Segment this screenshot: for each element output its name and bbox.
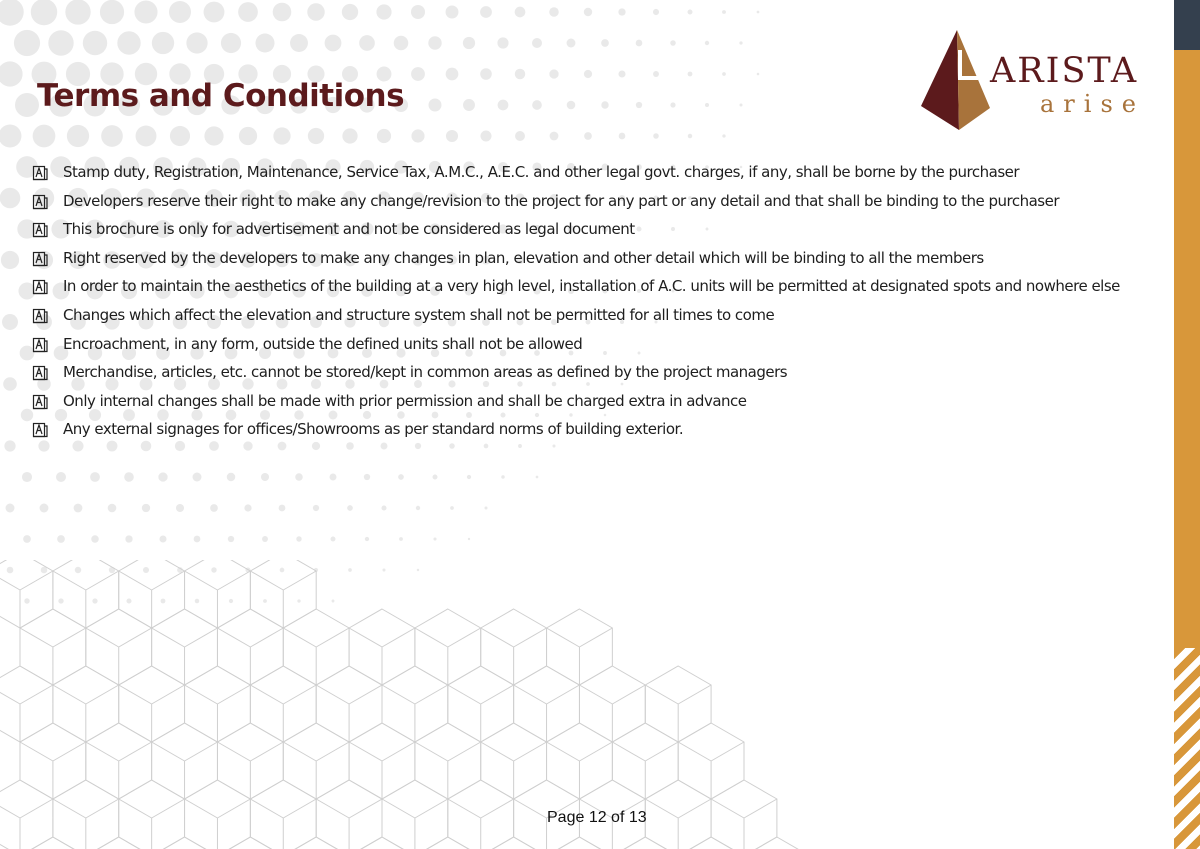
building-icon — [32, 337, 48, 353]
terms-list-item — [32, 301, 1120, 330]
term-text: Only internal changes shall be made with prior permission and shall be charged extra in advance — [63, 391, 747, 410]
background-cube-pattern — [0, 560, 960, 849]
term-text: Any external signages for offices/Showrooms as per standard norms of building exterior. — [63, 420, 684, 439]
building-icon — [32, 365, 48, 381]
page-number: Page 12 of 13 — [547, 809, 647, 826]
building-icon — [32, 394, 48, 410]
building-icon — [32, 279, 48, 295]
building-icon — [32, 251, 48, 267]
building-icon — [32, 194, 48, 210]
terms-list-item — [32, 158, 1120, 187]
building-icon — [32, 308, 48, 324]
term-text: In order to maintain the aesthetics of the building at a very high level, installation of A.C. units will be permitted at designated spots and nowhere else — [63, 277, 1120, 296]
terms-list-item — [32, 415, 1120, 444]
term-text: Right reserved by the developers to make any changes in plan, elevation and other detail which will be binding to all the members — [63, 248, 984, 267]
building-icon — [32, 422, 48, 438]
page-title: Terms and Conditions — [37, 78, 405, 114]
terms-list-item — [32, 187, 1120, 216]
terms-list-item — [32, 215, 1120, 244]
logo-tagline: arise — [1040, 90, 1145, 118]
terms-list — [32, 158, 1120, 444]
side-accent-bar — [1174, 0, 1200, 849]
building-icon — [32, 222, 48, 238]
terms-list-item — [32, 272, 1120, 301]
building-icon — [32, 165, 48, 181]
side-bar-top-band — [1174, 0, 1200, 50]
terms-list-item — [32, 358, 1120, 387]
term-text: Developers reserve their right to make any change/revision to the project for any part or any detail and that shall be binding to the purchaser — [63, 191, 1059, 210]
logo-name: ARISTA — [990, 51, 1139, 91]
side-bar-stripes — [1174, 648, 1200, 849]
terms-list-item — [32, 387, 1120, 416]
term-text: Merchandise, articles, etc. cannot be stored/kept in common areas as defined by the project managers — [63, 363, 788, 382]
terms-list-item — [32, 244, 1120, 273]
term-text: Changes which affect the elevation and structure system shall not be permitted for all times to come — [63, 305, 775, 324]
term-text: Stamp duty, Registration, Maintenance, Service Tax, A.M.C., A.E.C. and other legal govt. charges, if any, shall be borne by the purchaser — [63, 163, 1020, 181]
terms-list-item — [32, 330, 1120, 359]
term-text: Encroachment, in any form, outside the defined units shall not be allowed — [63, 334, 583, 353]
arista-logo — [918, 28, 1145, 134]
term-text: This brochure is only for advertisement and not be considered as legal document — [63, 220, 635, 239]
